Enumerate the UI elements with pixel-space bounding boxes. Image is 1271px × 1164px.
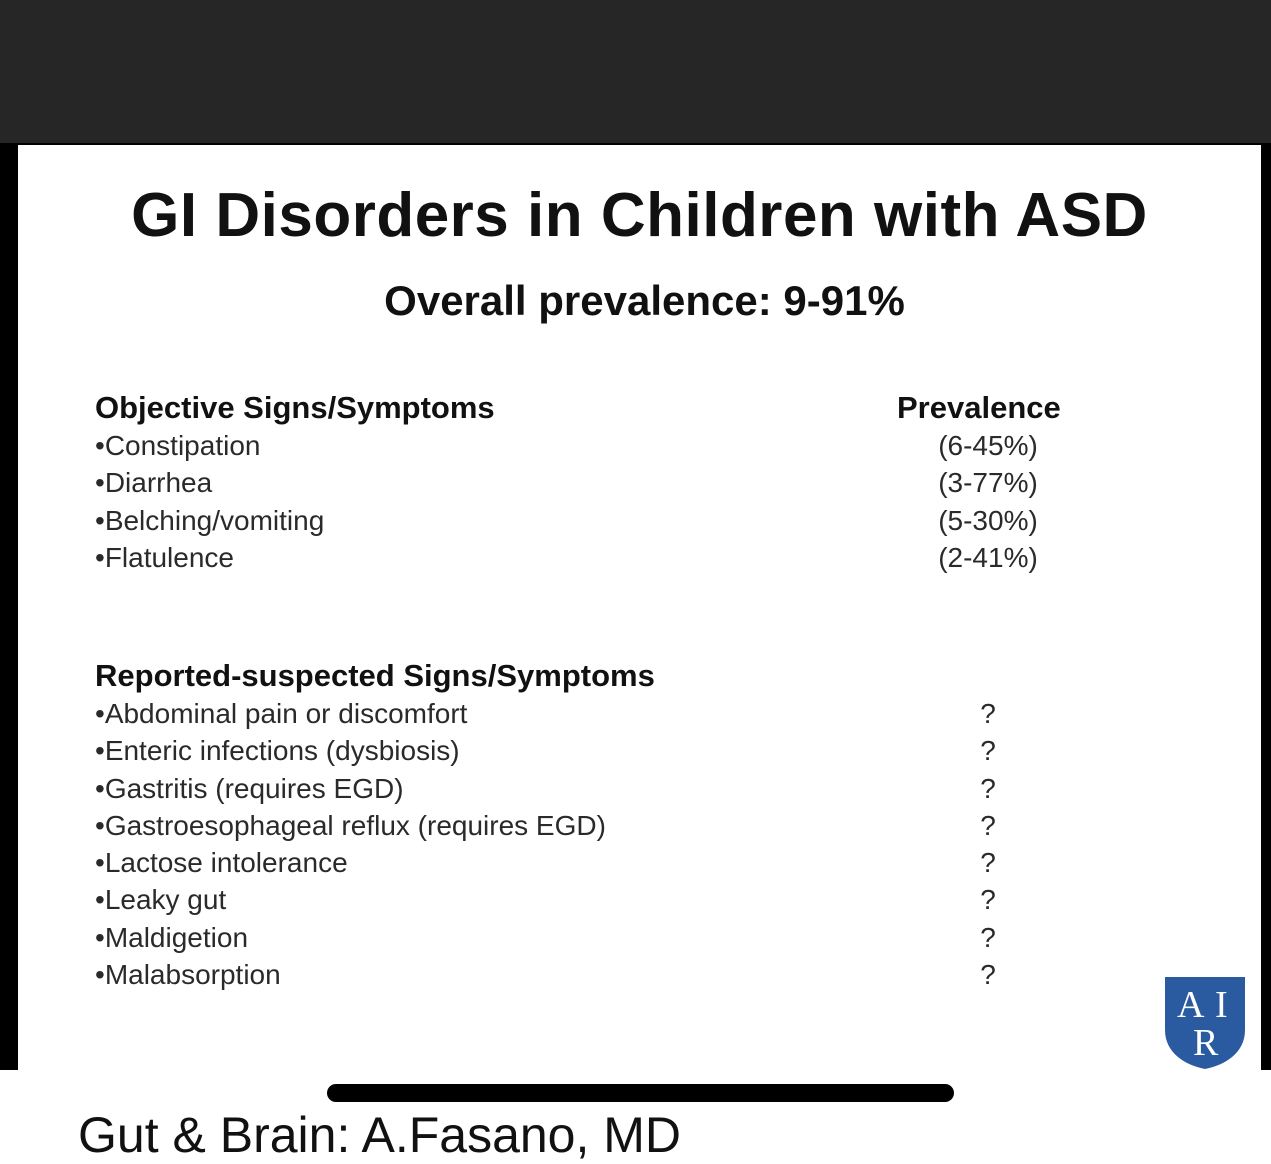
reported-section — [95, 658, 1195, 996]
symptom-label: • Gastroesophageal reflux (requires EGD) — [95, 810, 606, 842]
reported-row — [95, 735, 1195, 772]
symptom-label: • Constipation — [95, 430, 260, 462]
objective-row — [95, 430, 1195, 467]
svg-text:A: A — [1177, 984, 1205, 1026]
prevalence-value: ? — [980, 959, 996, 991]
prevalence-value: ? — [980, 735, 996, 767]
symptom-label: • Enteric infections (dysbiosis) — [95, 735, 460, 767]
prevalence-value: (5-30%) — [938, 504, 1038, 536]
prevalence-value: ? — [980, 698, 996, 729]
objective-heading: Objective Signs/Symptoms — [95, 390, 495, 425]
objective-section — [95, 390, 1195, 579]
symptom-label: • Maldigetion — [95, 922, 248, 954]
home-indicator[interactable] — [327, 1084, 954, 1102]
objective-header — [95, 390, 1195, 430]
video-top-bar — [0, 0, 1271, 143]
reported-row — [95, 922, 1195, 959]
slide-subtitle: Overall prevalence: 9-91% — [384, 277, 905, 324]
slide-title: GI Disorders in Children with ASD — [131, 181, 1148, 250]
reported-row — [95, 810, 1195, 847]
reported-header — [95, 658, 1195, 698]
reported-row — [95, 847, 1195, 884]
reported-row — [95, 698, 1195, 735]
symptom-label: • Flatulence — [95, 542, 234, 574]
reported-row — [95, 959, 1195, 996]
symptom-label: • Diarrhea — [95, 467, 212, 499]
prevalence-value: ? — [980, 884, 996, 916]
ari-shield-logo-icon — [1163, 975, 1247, 1070]
symptom-label: • Leaky gut — [95, 884, 226, 916]
symptom-label: • Gastritis (requires EGD) — [95, 773, 404, 805]
prevalence-value: (6-45%) — [938, 430, 1038, 461]
prevalence-value: ? — [980, 921, 996, 953]
symptom-label: • Malabsorption — [95, 959, 281, 991]
svg-text:I: I — [1215, 984, 1228, 1026]
objective-row — [95, 467, 1195, 504]
video-caption: Gut & Brain: A.Fasano, MD — [78, 1107, 682, 1163]
symptom-label: • Abdominal pain or discomfort — [95, 698, 467, 730]
prevalence-value: ? — [980, 772, 996, 804]
objective-row — [95, 505, 1195, 542]
prevalence-heading: Prevalence — [897, 390, 1061, 425]
symptom-label: • Lactose intolerance — [95, 847, 348, 879]
slide — [18, 145, 1261, 1070]
prevalence-value: ? — [980, 809, 996, 841]
objective-row — [95, 542, 1195, 579]
prevalence-value: ? — [980, 847, 996, 879]
symptom-label: • Belching/vomiting — [95, 505, 324, 537]
reported-heading: Reported-suspected Signs/Symptoms — [95, 658, 655, 693]
svg-text:R: R — [1193, 1022, 1219, 1064]
prevalence-value: (3-77%) — [938, 467, 1038, 499]
prevalence-value: (2-41%) — [938, 541, 1038, 573]
reported-row — [95, 773, 1195, 810]
reported-row — [95, 884, 1195, 921]
